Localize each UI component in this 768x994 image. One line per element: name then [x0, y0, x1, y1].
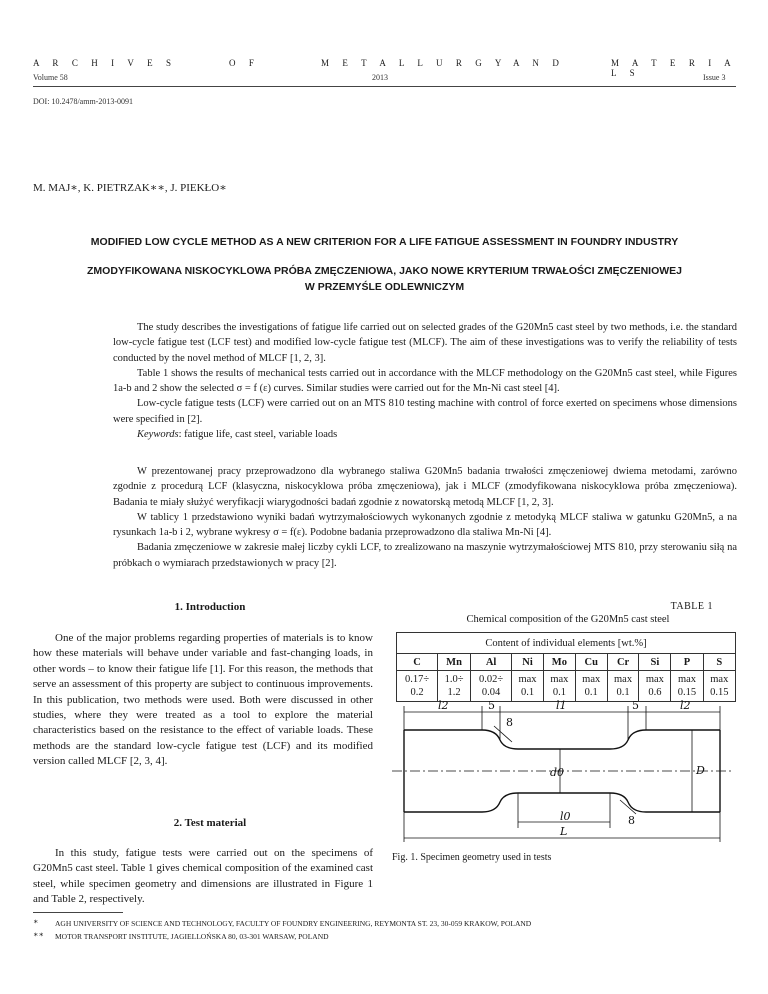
section-1-paragraph: One of the major problems regarding properties of materials is to know how these materials will behave under variable and fast-changing loads, in other words – to know their fatigue life [1]. For this reason, the methods that serve an assessment of this property are subject to continuous improvements. In this publication, two methods were used. Both were discussed in other studies, where they were treated as a tool to explore the material characteristics based on the resistance to the effect of variable loads. These methods are the standard low-cycle fatigue test (LCF) and its modified version called MLCF [2, 3, 4]. — [33, 632, 373, 768]
table-group-header: Content of individual elements [wt.%] — [397, 633, 736, 654]
dim-label-l0: l0 — [560, 810, 571, 823]
table-cell: max 0.15 — [703, 671, 735, 702]
col-header: S — [703, 654, 735, 671]
abstract-en-paragraph-2: Table 1 shows the results of mechanical tests carried out in accordance with the MLCF methodology on the G20Mn5 cast steel, while Figures 1a-b and 2 show the selected σ = f (ε) curves. Similar studies were carried out for the Mn-Ni cast steel [4]. — [113, 367, 737, 395]
col-header: Cu — [575, 654, 607, 671]
section-1-heading: 1. Introduction — [174, 601, 246, 613]
table-cell: max 0.1 — [512, 671, 544, 702]
dim-label-5-right: 5 — [632, 700, 639, 712]
table-cell: max 0.1 — [543, 671, 575, 702]
table-cell: max 0.15 — [671, 671, 703, 702]
radius-label-bottom: 8 — [628, 814, 635, 827]
footnote-rule — [33, 912, 123, 913]
chemical-composition-table — [396, 632, 736, 702]
col-header: C — [397, 654, 438, 671]
table-header-row — [397, 654, 736, 671]
col-header: Si — [639, 654, 671, 671]
title-polish-line-2: W PRZEMYŚLE ODLEWNICZYM — [304, 281, 465, 293]
footnote-marker: ∗ — [33, 917, 39, 926]
volume: Volume 58 — [33, 73, 68, 82]
abstract-pl-paragraph-1: W prezentowanej pracy przeprowadzono dla wybranego staliwa G20Mn5 badania trwałości zmęczeniowej dwiema metodami, zarówno zgodnie z procedurą LCF (klasyczna, niskocyklowa próba zmęczeniowa), jak i MLCF (zmodyfikowana niskocyklowa próba zmęczeniowa). Badania te miały służyć weryfikacji wiarygodności badań zgodnie z nowatorską metodą MLCF [1, 2, 3]. — [113, 466, 737, 508]
abstract-polish — [113, 464, 737, 571]
journal-word-of: O F — [229, 58, 260, 68]
keywords-label: Keywords — [137, 429, 179, 441]
col-header: Al — [471, 654, 512, 671]
header-rule — [33, 86, 736, 87]
table-1-label: TABLE 1 — [670, 601, 713, 612]
abstract-pl-paragraph-3: Badania zmęczeniowe w zakresie małej liczby cykli LCF, to zrealizowano na maszynie wytrzymałościowej MTS 810, przy sterowaniu siłą na próbkach o wymiarach przedstawionych w pracy [2]. — [113, 542, 737, 569]
col-header: P — [671, 654, 703, 671]
dim-label-D: D — [696, 764, 705, 777]
specimen-geometry-drawing — [392, 700, 736, 848]
dim-label-l2-right: l2 — [680, 700, 691, 712]
doi: DOI: 10.2478/amm-2013-0091 — [33, 97, 133, 106]
table-cell: 1.0÷ 1.2 — [438, 671, 471, 702]
footnote-marker: ∗∗ — [33, 930, 44, 939]
section-1-body — [33, 631, 373, 770]
keywords — [113, 427, 737, 442]
issue: Issue 3 — [703, 73, 726, 82]
table-cell: max 0.1 — [607, 671, 639, 702]
keywords-text: : fatigue life, cast steel, variable loads — [178, 429, 338, 441]
figure-1-caption: Fig. 1. Specimen geometry used in tests — [392, 852, 552, 863]
title-polish — [33, 263, 736, 295]
table-cell: max 0.6 — [639, 671, 671, 702]
table-cell: 0.02÷ 0.04 — [471, 671, 512, 702]
year: 2013 — [372, 73, 388, 82]
footnotes — [33, 917, 737, 943]
abstract-english — [113, 320, 737, 442]
dim-label-l2-left: l2 — [438, 700, 449, 712]
footnote-2 — [33, 930, 737, 943]
dim-label-5-left: 5 — [488, 700, 495, 712]
dim-label-L: L — [560, 825, 568, 838]
abstract-pl-paragraph-2: W tablicy 1 przedstawiono wyniki badań wytrzymałościowych wykonanych zgodnie z metodyką MLCF staliwa w gatunku G20Mn5, a na rysunkach 1a-b i 2, wybrane wykresy σ = f(ε). Podobne badania przeprowadzono dla staliwa Mn-Ni [4]. — [113, 511, 737, 539]
authors: M. MAJ∗, K. PIETRZAK∗∗, J. PIEKŁO∗ — [33, 182, 227, 194]
table-cell: max 0.1 — [575, 671, 607, 702]
col-header: Ni — [512, 654, 544, 671]
table-row — [397, 671, 736, 702]
col-header: Cr — [607, 654, 639, 671]
title-english: MODIFIED LOW CYCLE METHOD AS A NEW CRITERION FOR A LIFE FATIGUE ASSESSMENT IN FOUNDRY INDUSTRY — [90, 236, 679, 248]
table-1-caption: Chemical composition of the G20Mn5 cast steel — [466, 614, 670, 625]
footnote-text: AGH UNIVERSITY OF SCIENCE AND TECHNOLOGY, FACULTY OF FOUNDRY ENGINEERING, REYMONTA ST. 23, 30-059 KRAKOW, POLAND — [55, 919, 532, 928]
dim-label-d0: d0 — [550, 766, 565, 779]
radius-label-top: 8 — [506, 716, 513, 729]
title-polish-line-1: ZMODYFIKOWANA NISKOCYKLOWA PRÓBA ZMĘCZENIOWA, JAKO NOWE KRYTERIUM TRWAŁOŚCI ZMĘCZENIOWEJ — [87, 265, 682, 277]
footnote-text: MOTOR TRANSPORT INSTITUTE, JAGIELLOŃSKA 80, 03-301 WARSAW, POLAND — [55, 932, 329, 941]
section-2-body — [33, 846, 373, 908]
dim-label-l1: l1 — [556, 700, 567, 712]
col-header: Mo — [543, 654, 575, 671]
abstract-en-paragraph-1: The study describes the investigations of fatigue life carried out on selected grades of the G20Mn5 cast steel by two methods, i.e. the standard low-cycle fatigue test (LCF test) and modified low-cycle fatigue test (MLCF). The aim of these investigations was to verify the reliability of tests conducted by the novel method of MLCF [1, 2, 3]. — [113, 322, 737, 364]
abstract-en-paragraph-3: Low-cycle fatigue tests (LCF) were carried out on an MTS 810 testing machine with control of force exerted on specimens whose dimensions were specified in [2]. — [113, 398, 737, 425]
footnote-1 — [33, 917, 737, 930]
col-header: Mn — [438, 654, 471, 671]
table-cell: 0.17÷ 0.2 — [397, 671, 438, 702]
journal-word-archives: A R C H I V E S — [33, 58, 177, 68]
journal-word-materials: M A T E R I A L S — [611, 58, 736, 78]
journal-word-and: A N D — [513, 58, 565, 68]
section-2-paragraph: In this study, fatigue tests were carried out on the specimens of G20Mn5 cast steel. Table 1 gives chemical composition of the examined cast steel, while specimen geometry and dimensions are illustrated in Figure 1 and Table 2, respectively. — [33, 847, 373, 906]
section-2-heading: 2. Test material — [173, 817, 247, 829]
journal-word-metallurgy: M E T A L L U R G Y — [321, 58, 507, 68]
